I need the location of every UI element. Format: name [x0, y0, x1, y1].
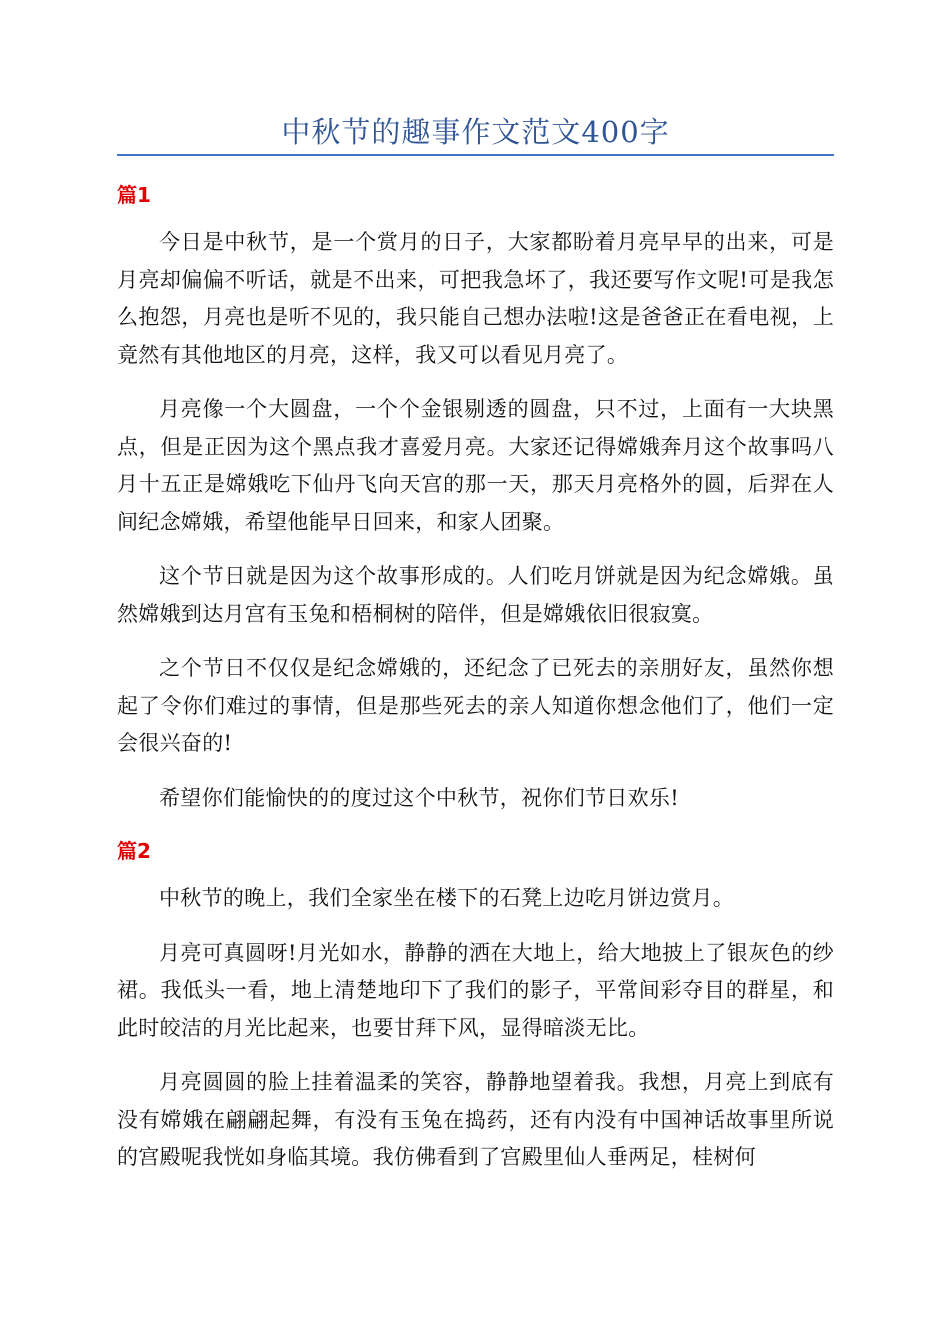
- paragraph: 中秋节的晚上，我们全家坐在楼下的石凳上边吃月饼边赏月。: [159, 886, 735, 910]
- section-1: [117, 178, 834, 817]
- title-underline-rule: [117, 154, 834, 156]
- paragraph: 月亮圆圆的脸上挂着温柔的笑容，静静地望着我。我想，月亮上到底有没有嫦娥在翩翩起舞，有没有玉兔在捣药，还有内没有中国神话故事里所说的宫殿呢我恍如身临其境。我仿佛看到了宫殿里仙人垂两足，桂树何: [117, 1070, 834, 1169]
- document-title: 中秋节的趣事作文范文400字: [281, 115, 670, 149]
- section-heading: 篇2: [117, 839, 151, 863]
- paragraph: 月亮可真圆呀!月光如水，静静的洒在大地上，给大地披上了银灰色的纱裙。我低头一看，地上清楚地印下了我们的影子，平常间彩夺目的群星，和此时皎洁的月光比起来，也要甘拜下风，显得暗淡无比。: [117, 940, 834, 1040]
- paragraph: 之个节日不仅仅是纪念嫦娥的，还纪念了已死去的亲朋好友，虽然你想起了令你们难过的事情，但是那些死去的亲人知道你想念他们了，他们一定会很兴奋的!: [117, 656, 834, 755]
- paragraph: 这个节日就是因为这个故事形成的。人们吃月饼就是因为纪念嫦娥。虽然嫦娥到达月宫有玉兔和梧桐树的陪伴，但是嫦娥依旧很寂寞。: [117, 564, 834, 626]
- section-heading: 篇1: [117, 183, 151, 207]
- section-2: [117, 834, 834, 1177]
- paragraph: 今日是中秋节，是一个赏月的日子，大家都盼着月亮早早的出来，可是月亮却偏偏不听话，就是不出来，可把我急坏了，我还要写作文呢!可是我怎么抱怨，月亮也是听不见的，我只能自己想办法啦!这是爸爸正在看电视，上竟然有其他地区的月亮，这样，我又可以看见月亮了。: [117, 230, 834, 367]
- paragraph: 月亮像一个大圆盘，一个个金银剔透的圆盘，只不过，上面有一大块黑点，但是正因为这个黑点我才喜爱月亮。大家还记得嫦娥奔月这个故事吗八月十五正是嫦娥吃下仙丹飞向天宫的那一天，那天月亮格外的圆，后羿在人间纪念嫦娥，希望他能早日回来，和家人团聚。: [117, 397, 834, 534]
- paragraph: 希望你们能愉快的的度过这个中秋节，祝你们节日欢乐!: [159, 785, 679, 810]
- document-body: [117, 178, 834, 1194]
